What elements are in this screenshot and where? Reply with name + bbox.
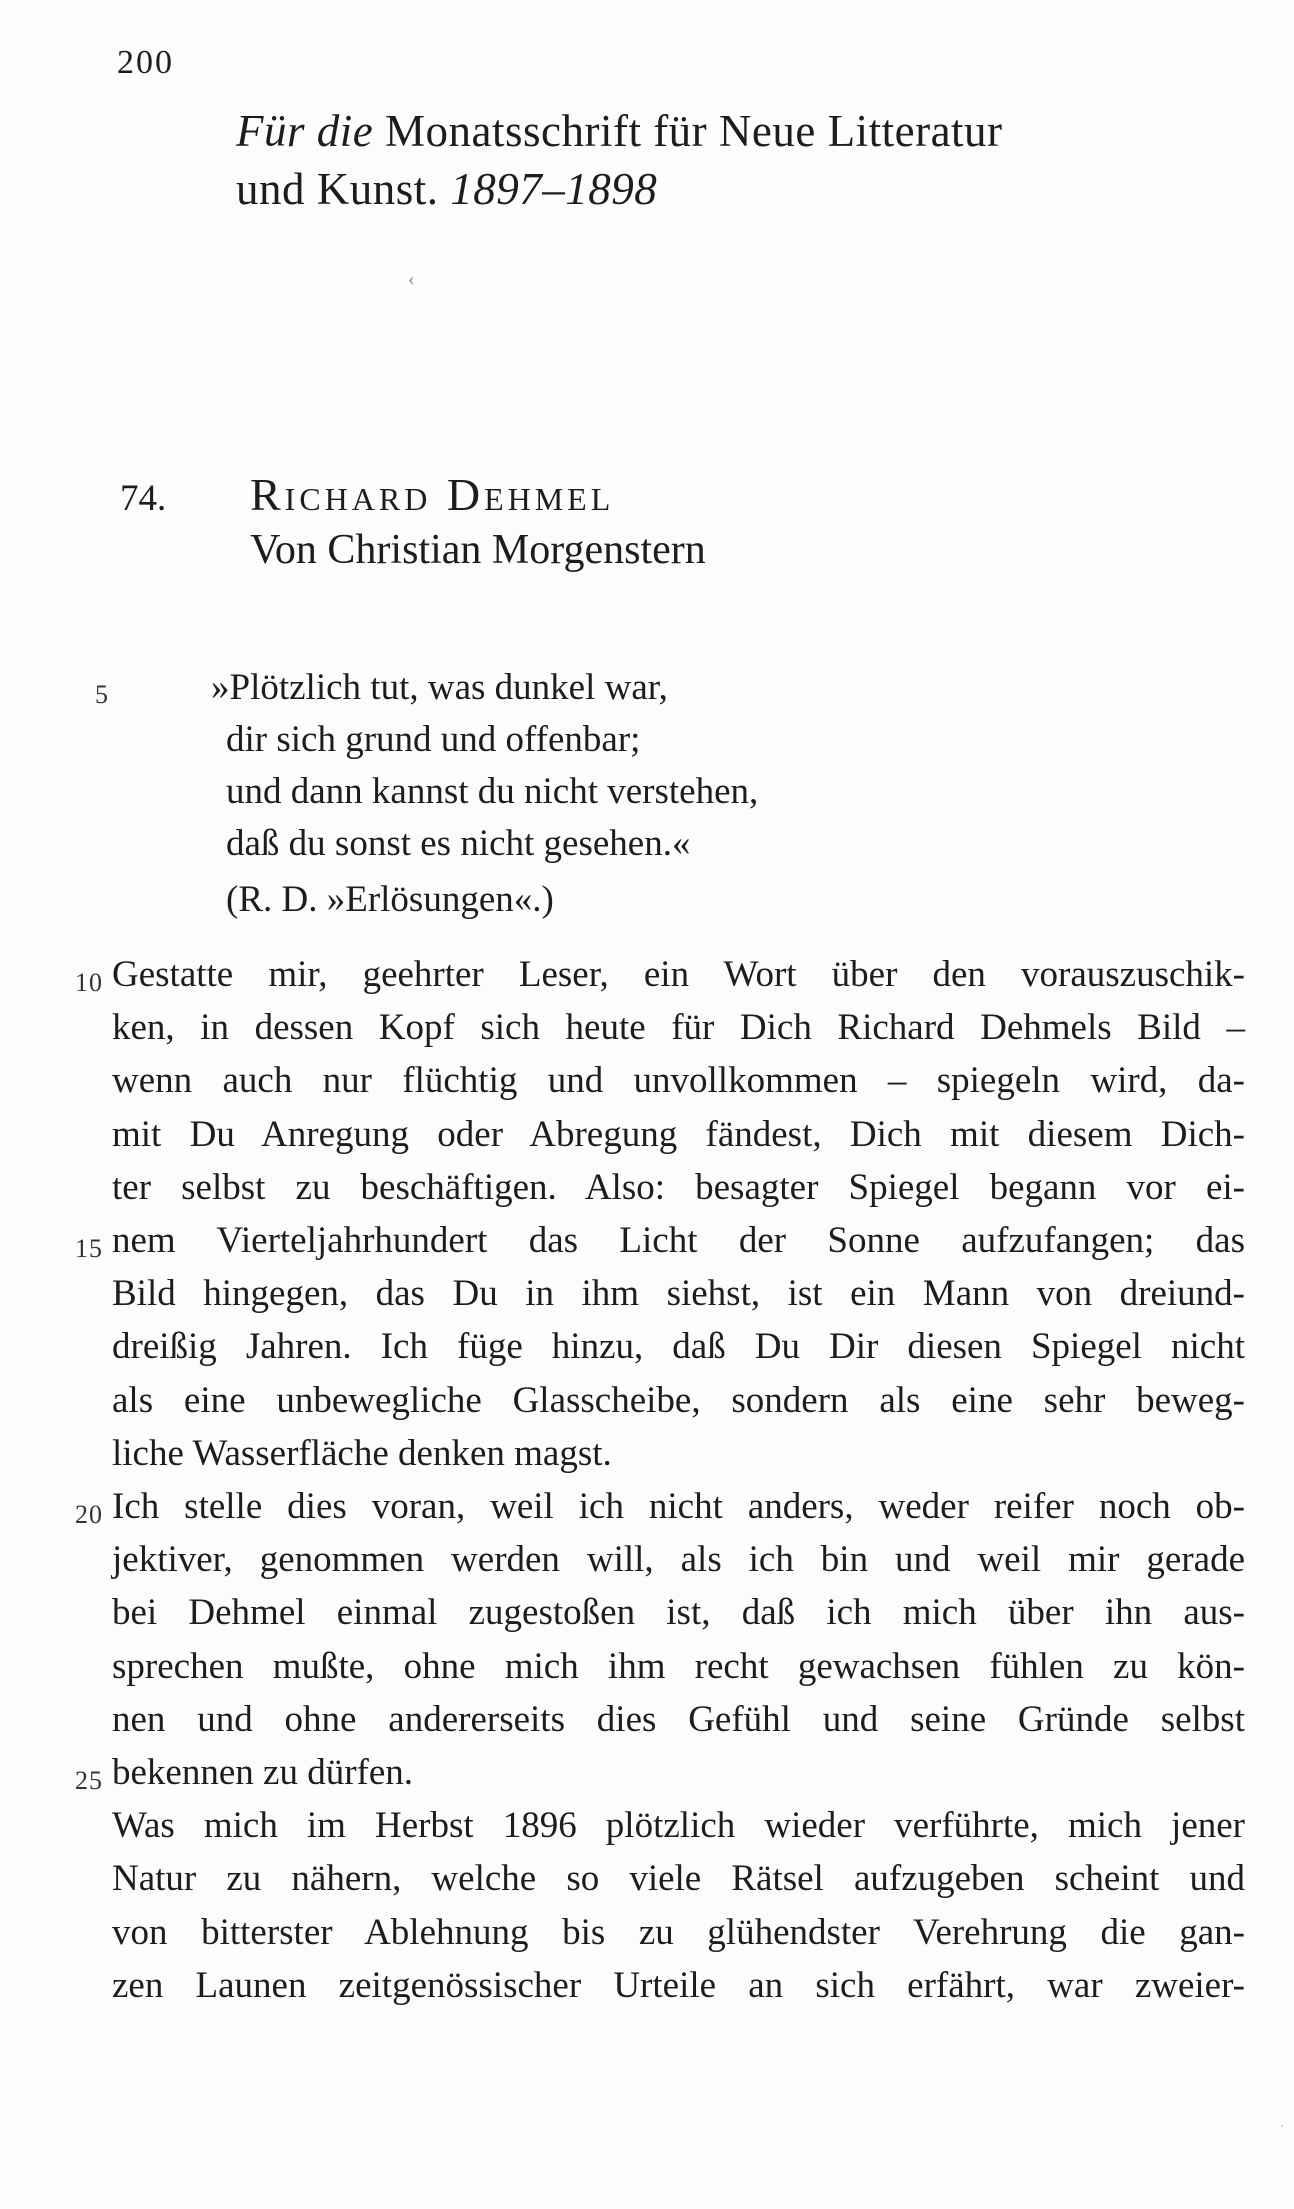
body-line: Bild hingegen, das Du in ihm siehst, ist ein Mann von dreiund- [112,1273,1245,1315]
margin-line-number: 15 [75,1234,103,1264]
poem-quote [95,662,759,926]
section-number: 74. [120,478,167,519]
body-line-text: Ich stelle dies voran, weil ich nicht anders, weder reifer noch ob- [112,1486,1245,1528]
poem-line [95,662,758,714]
body-text [75,948,1245,2012]
scan-artifact-mark: ‹ [408,268,415,290]
body-line: ken, in dessen Kopf sich heute für Dich Richard Dehmels Bild – [112,1007,1245,1049]
body-line: liche Wasserfläche denken magst. [112,1432,612,1474]
body-line: mit Du Anregung oder Abregung fändest, Dich mit diesem Dich- [112,1113,1245,1155]
body-line: wenn auch nur flüchtig und unvollkommen – spiegeln wird, da- [112,1060,1245,1102]
body-line-text: bekennen zu dürfen. [112,1752,414,1794]
poem-line: und dann kannst du nicht verstehen, [226,771,759,812]
body-line: Was mich im Herbst 1896 plötzlich wieder verführte, mich jener [112,1805,1245,1847]
margin-line-number: 5 [95,680,108,709]
title-line2-roman: und Kunst. [236,164,451,214]
body-line: als eine unbewegliche Glasscheibe, sondern als eine sehr beweg- [112,1379,1245,1421]
body-line: Natur zu nähern, welche so viele Rätsel aufzugeben scheint und [112,1858,1245,1900]
chapter-title-line-1 [236,102,1003,160]
body-line: jektiver, genommen werden will, als ich bin und weil mir gerade [112,1539,1245,1581]
title-line2-years: 1897–1898 [450,164,658,214]
chapter-title [236,102,1003,218]
margin-line-number: 25 [75,1766,103,1796]
title-italic-lead: Für die [236,106,374,156]
byline: Von Christian Morgenstern [250,527,706,573]
margin-line-number: 10 [75,968,103,997]
margin-line-number: 20 [75,1500,103,1530]
body-line-text: Gestatte mir, geehrter Leser, ein Wort über den vorauszuschik- [112,954,1245,995]
body-line: ter selbst zu beschäftigen. Also: besagter Spiegel begann vor ei- [112,1166,1245,1208]
body-line [75,1480,1245,1533]
title-roman-part: Monatsschrift für Neue Litteratur [373,106,1003,156]
body-line: bei Dehmel einmal zugestoßen ist, daß ich mich über ihn aus- [112,1592,1245,1634]
chapter-title-line-2 [236,160,1003,218]
body-line [75,1746,1245,1799]
poem-line-text: »Plötzlich tut, was dunkel war, [211,667,668,708]
page-number: 200 [117,44,174,81]
body-line: dreißig Jahren. Ich füge hinzu, daß Du Dir diesen Spiegel nicht [112,1326,1245,1368]
poem-attribution: (R. D. »Erlösungen«.) [226,879,554,920]
body-line [75,1214,1245,1267]
poem-line: dir sich grund und offenbar; [226,719,641,760]
author-heading: Richard Dehmel [250,469,615,520]
poem-line: daß du sonst es nicht gesehen.« [226,823,691,864]
scan-speck: · [1280,2118,1285,2133]
body-line: sprechen mußte, ohne mich ihm recht gewachsen fühlen zu kön- [112,1645,1245,1687]
body-line [75,948,1245,1001]
body-line: von bitterster Ablehnung bis zu glühendster Verehrung die gan- [112,1911,1245,1953]
body-line: nen und ohne andererseits dies Gefühl und seine Gründe selbst [112,1698,1245,1740]
body-line-text: nem Vierteljahrhundert das Licht der Sonne aufzufangen; das [112,1220,1245,1262]
body-line: zen Launen zeitgenössischer Urteile an sich erfährt, war zweier- [112,1964,1245,2006]
